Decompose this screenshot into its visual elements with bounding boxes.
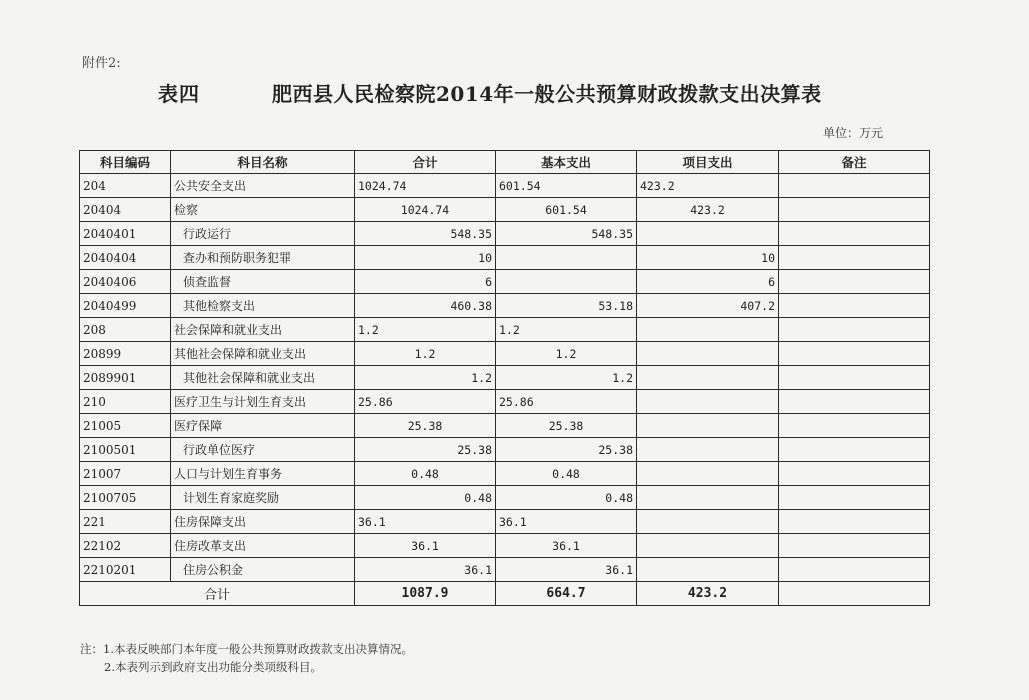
row-total: 10	[355, 246, 496, 270]
row-name: 医疗卫生与计划生育支出	[171, 390, 355, 414]
column-header-total: 合计	[355, 151, 496, 174]
row-note	[779, 438, 930, 462]
row-name: 检察	[171, 198, 355, 222]
page-title: 肥西县人民检察院2014年一般公共预算财政拨款支出决算表	[272, 82, 822, 106]
row-name: 医疗保障	[171, 414, 355, 438]
total-label: 合计	[80, 582, 355, 606]
row-code: 20404	[80, 198, 171, 222]
row-note	[779, 534, 930, 558]
row-basic	[496, 270, 637, 294]
table-row	[80, 174, 930, 198]
row-name: 其他社会保障和就业支出	[171, 366, 355, 390]
row-total: 36.1	[355, 510, 496, 534]
row-basic	[496, 246, 637, 270]
row-total: 36.1	[355, 534, 496, 558]
row-project	[637, 438, 779, 462]
row-code: 22102	[80, 534, 171, 558]
row-code: 2100705	[80, 486, 171, 510]
row-project	[637, 534, 779, 558]
row-name: 行政运行	[171, 222, 355, 246]
row-note	[779, 558, 930, 582]
row-note	[779, 510, 930, 534]
row-basic: 1.2	[496, 342, 637, 366]
row-note	[779, 390, 930, 414]
table-row	[80, 390, 930, 414]
row-name: 社会保障和就业支出	[171, 318, 355, 342]
row-note	[779, 342, 930, 366]
row-code: 2089901	[80, 366, 171, 390]
row-code: 2210201	[80, 558, 171, 582]
total-project: 423.2	[637, 582, 779, 606]
row-total: 0.48	[355, 462, 496, 486]
row-project: 6	[637, 270, 779, 294]
row-total: 1024.74	[355, 198, 496, 222]
row-project	[637, 222, 779, 246]
table-row	[80, 366, 930, 390]
table-row	[80, 246, 930, 270]
row-total: 0.48	[355, 486, 496, 510]
row-name: 其他社会保障和就业支出	[171, 342, 355, 366]
row-basic: 36.1	[496, 534, 637, 558]
row-basic: 25.38	[496, 414, 637, 438]
row-basic: 25.38	[496, 438, 637, 462]
row-project	[637, 462, 779, 486]
total-note	[779, 582, 930, 606]
row-note	[779, 366, 930, 390]
row-code: 208	[80, 318, 171, 342]
column-header-basic: 基本支出	[496, 151, 637, 174]
row-total: 1.2	[355, 366, 496, 390]
row-basic: 601.54	[496, 174, 637, 198]
row-project: 423.2	[637, 198, 779, 222]
row-code: 20899	[80, 342, 171, 366]
row-project	[637, 558, 779, 582]
table-row	[80, 558, 930, 582]
column-header-name: 科目名称	[171, 151, 355, 174]
column-header-note: 备注	[779, 151, 930, 174]
row-project	[637, 510, 779, 534]
row-project: 407.2	[637, 294, 779, 318]
row-code: 221	[80, 510, 171, 534]
row-name: 计划生育家庭奖励	[171, 486, 355, 510]
row-name: 行政单位医疗	[171, 438, 355, 462]
row-total: 25.38	[355, 414, 496, 438]
row-note	[779, 222, 930, 246]
row-basic: 36.1	[496, 558, 637, 582]
note-1: 注：1.本表反映部门本年度一般公共预算财政拨款支出决算情况。	[80, 642, 413, 656]
row-code: 21007	[80, 462, 171, 486]
row-project	[637, 342, 779, 366]
table-row	[80, 534, 930, 558]
table-row	[80, 438, 930, 462]
row-name: 其他检察支出	[171, 294, 355, 318]
unit-label: 单位：万元	[823, 126, 884, 140]
row-total: 25.86	[355, 390, 496, 414]
table-row	[80, 510, 930, 534]
note-2: 2.本表列示到政府支出功能分类项级科目。	[104, 660, 322, 674]
row-basic: 0.48	[496, 462, 637, 486]
row-note	[779, 270, 930, 294]
row-name: 查办和预防职务犯罪	[171, 246, 355, 270]
table-row	[80, 414, 930, 438]
row-name: 住房改革支出	[171, 534, 355, 558]
row-basic: 0.48	[496, 486, 637, 510]
row-total: 1.2	[355, 342, 496, 366]
row-note	[779, 462, 930, 486]
row-basic: 53.18	[496, 294, 637, 318]
table-row	[80, 486, 930, 510]
row-code: 2100501	[80, 438, 171, 462]
row-name: 公共安全支出	[171, 174, 355, 198]
row-project: 423.2	[637, 174, 779, 198]
row-note	[779, 198, 930, 222]
row-name: 人口与计划生育事务	[171, 462, 355, 486]
row-basic: 25.86	[496, 390, 637, 414]
total-basic: 664.7	[496, 582, 637, 606]
row-total: 460.38	[355, 294, 496, 318]
column-header-project: 项目支出	[637, 151, 779, 174]
row-code: 2040406	[80, 270, 171, 294]
total-row	[80, 582, 930, 606]
row-note	[779, 174, 930, 198]
row-basic: 548.35	[496, 222, 637, 246]
row-note	[779, 414, 930, 438]
table-row	[80, 222, 930, 246]
table-row	[80, 198, 930, 222]
row-basic: 1.2	[496, 318, 637, 342]
table-number: 表四	[158, 82, 200, 106]
row-code: 21005	[80, 414, 171, 438]
expenditure-table	[79, 150, 930, 606]
column-header-code: 科目编码	[80, 151, 171, 174]
row-code: 2040401	[80, 222, 171, 246]
row-project: 10	[637, 246, 779, 270]
row-total: 1.2	[355, 318, 496, 342]
row-basic: 601.54	[496, 198, 637, 222]
title-row	[0, 78, 1029, 108]
table-row	[80, 294, 930, 318]
row-total: 6	[355, 270, 496, 294]
table-row	[80, 342, 930, 366]
row-code: 204	[80, 174, 171, 198]
row-project	[637, 414, 779, 438]
attachment-label: 附件2:	[82, 56, 121, 71]
table-header-row	[80, 151, 930, 174]
table-row	[80, 462, 930, 486]
row-note	[779, 318, 930, 342]
row-name: 侦查监督	[171, 270, 355, 294]
row-total: 1024.74	[355, 174, 496, 198]
row-code: 210	[80, 390, 171, 414]
row-code: 2040499	[80, 294, 171, 318]
row-project	[637, 366, 779, 390]
row-total: 36.1	[355, 558, 496, 582]
row-name: 住房保障支出	[171, 510, 355, 534]
row-name: 住房公积金	[171, 558, 355, 582]
notes	[80, 640, 413, 676]
row-note	[779, 486, 930, 510]
total-amount: 1087.9	[355, 582, 496, 606]
row-total: 548.35	[355, 222, 496, 246]
table-row	[80, 270, 930, 294]
row-basic: 36.1	[496, 510, 637, 534]
row-code: 2040404	[80, 246, 171, 270]
table-row	[80, 318, 930, 342]
row-project	[637, 318, 779, 342]
row-note	[779, 246, 930, 270]
row-basic: 1.2	[496, 366, 637, 390]
row-project	[637, 390, 779, 414]
row-project	[637, 486, 779, 510]
row-note	[779, 294, 930, 318]
row-total: 25.38	[355, 438, 496, 462]
table-body	[80, 174, 930, 582]
